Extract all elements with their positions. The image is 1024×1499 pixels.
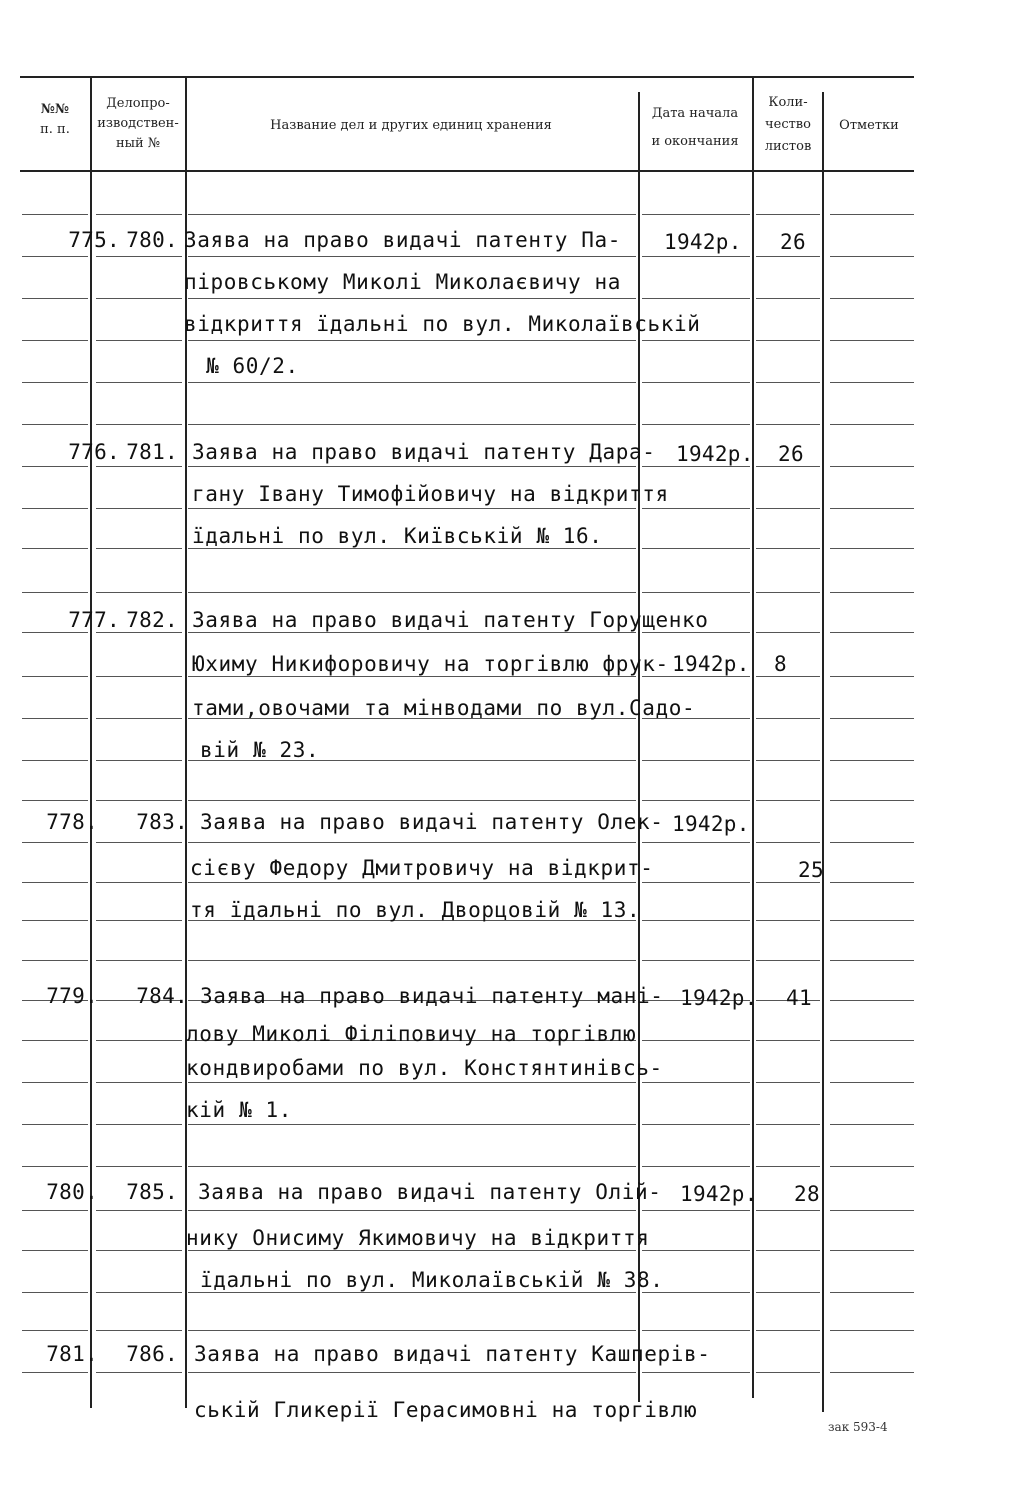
ruled-line	[642, 632, 750, 633]
ruled-line	[830, 1292, 914, 1293]
ruled-line	[188, 842, 636, 843]
ruled-line	[188, 508, 636, 509]
ruled-line	[830, 842, 914, 843]
ruled-line	[96, 548, 182, 549]
ruled-line	[96, 214, 182, 215]
ruled-line	[96, 1330, 182, 1331]
table-top-border	[20, 76, 914, 78]
ruled-line	[642, 214, 750, 215]
ruled-line	[22, 718, 88, 719]
ruled-line	[756, 1082, 820, 1083]
ruled-line	[756, 632, 820, 633]
ruled-line	[642, 340, 750, 341]
ruled-line	[830, 340, 914, 341]
ruled-line	[756, 1210, 820, 1211]
entry-title-line: гану Івану Тимофійовичу на відкриття	[192, 482, 669, 506]
ruled-line	[642, 1250, 750, 1251]
ruled-line	[756, 1292, 820, 1293]
ruled-line	[96, 1124, 182, 1125]
ruled-line	[756, 1166, 820, 1167]
ruled-line	[22, 592, 88, 593]
ruled-line	[188, 592, 636, 593]
ruled-line	[188, 256, 636, 257]
ruled-line	[96, 1250, 182, 1251]
ruled-line	[96, 424, 182, 425]
ruled-line	[830, 298, 914, 299]
ruled-line	[96, 920, 182, 921]
ruled-line	[22, 1330, 88, 1331]
ruled-line	[756, 382, 820, 383]
office-number: 782.	[126, 608, 178, 632]
ruled-line	[756, 1250, 820, 1251]
ruled-line	[188, 1250, 636, 1251]
ruled-line	[756, 424, 820, 425]
ruled-line	[642, 592, 750, 593]
ruled-line	[22, 298, 88, 299]
header-col-office	[92, 94, 184, 154]
header-bottom-border	[20, 170, 914, 172]
entry-title-line: їдальні по вул. Київській № 16.	[192, 524, 603, 548]
ruled-line	[96, 960, 182, 961]
ruled-line	[188, 424, 636, 425]
ruled-line	[188, 960, 636, 961]
entry-date: 1942р.	[672, 812, 750, 836]
ruled-line	[188, 298, 636, 299]
header-col-notes	[824, 116, 914, 136]
ruled-line	[22, 676, 88, 677]
ruled-line	[756, 508, 820, 509]
ruled-line	[22, 1124, 88, 1125]
ruled-line	[830, 920, 914, 921]
ruled-line	[96, 1292, 182, 1293]
entry-title-line: тя їдальні по вул. Дворцовій № 13.	[190, 898, 641, 922]
ruled-line	[642, 1210, 750, 1211]
ruled-line	[830, 882, 914, 883]
ruled-line	[22, 424, 88, 425]
ruled-line	[642, 508, 750, 509]
ruled-line	[96, 592, 182, 593]
entry-sheet-count: 8	[774, 652, 787, 676]
entry-number: 779.	[46, 984, 98, 1008]
office-number: 783.	[136, 810, 188, 834]
ruled-line	[22, 548, 88, 549]
entry-date: 1942р.	[680, 986, 758, 1010]
ruled-line	[830, 960, 914, 961]
ruled-line	[756, 548, 820, 549]
ruled-line	[22, 632, 88, 633]
ruled-line	[830, 1166, 914, 1167]
ruled-line	[188, 632, 636, 633]
ruled-line	[642, 298, 750, 299]
entry-number: 778.	[46, 810, 98, 834]
entry-sheet-count: 41	[786, 986, 812, 1010]
ruled-line	[188, 1124, 636, 1125]
ruled-line	[830, 424, 914, 425]
header-col-title-text: Название дел и других единиц хранения	[270, 118, 552, 133]
ruled-line	[830, 466, 914, 467]
header-col-dates	[640, 100, 750, 156]
ruled-line	[756, 882, 820, 883]
entry-title-line: їдальні по вул. Миколаївській № 38.	[200, 1268, 664, 1292]
ruled-line	[22, 960, 88, 961]
ruled-line	[830, 1000, 914, 1001]
ruled-line	[830, 214, 914, 215]
office-number: 780.	[126, 228, 178, 252]
ruled-line	[188, 800, 636, 801]
ruled-line	[830, 1124, 914, 1125]
ruled-line	[642, 382, 750, 383]
ruled-line	[830, 676, 914, 677]
office-number: 784.	[136, 984, 188, 1008]
ruled-line	[830, 800, 914, 801]
ruled-line	[22, 256, 88, 257]
office-number: 786.	[126, 1342, 178, 1366]
header-col-office-line1: Делопро-	[106, 96, 170, 111]
column-divider	[90, 78, 92, 1408]
ruled-line	[756, 1330, 820, 1331]
ruled-line	[188, 1372, 636, 1373]
office-number: 781.	[126, 440, 178, 464]
entry-title-line: Заява на право видачі патенту Горущенко	[192, 608, 709, 632]
entry-title-line: Заява на право видачі патенту Па-	[184, 228, 622, 252]
header-col-count-line1: Коли-	[768, 95, 808, 110]
ruled-line	[830, 632, 914, 633]
ruled-line	[830, 718, 914, 719]
entry-title-line: тами,овочами та мінводами по вул.Садо-	[192, 696, 696, 720]
ruled-line	[22, 1040, 88, 1041]
ruled-line	[22, 382, 88, 383]
ruled-line	[22, 1372, 88, 1373]
entry-title-line: сієву Федору Дмитровичу на відкрит-	[190, 856, 654, 880]
entry-date: 1942р.	[680, 1182, 758, 1206]
entry-number: 781.	[46, 1342, 98, 1366]
entry-title-line: ській Гликерії Герасимовні на торгівлю	[194, 1398, 698, 1422]
ruled-line	[642, 1292, 750, 1293]
entry-title-line: лову Миколі Філіповичу на торгівлю	[186, 1022, 637, 1046]
ruled-line	[188, 882, 636, 883]
ruled-line	[188, 340, 636, 341]
ruled-line	[188, 548, 636, 549]
header-col-dates-line2: и окончания	[651, 134, 739, 149]
ruled-line	[642, 1040, 750, 1041]
ruled-line	[22, 1082, 88, 1083]
ruled-line	[22, 466, 88, 467]
ruled-line	[756, 592, 820, 593]
entry-title-line: Заява на право видачі патенту Кашперів-	[194, 1342, 711, 1366]
entry-number: 780.	[46, 1180, 98, 1204]
entry-title-line: відкриття їдальні по вул. Миколаївській	[184, 312, 701, 336]
ruled-line	[96, 718, 182, 719]
ruled-line	[756, 842, 820, 843]
ruled-line	[756, 960, 820, 961]
header-col-count	[754, 92, 822, 158]
ruled-line	[96, 382, 182, 383]
ruled-line	[188, 1210, 636, 1211]
header-col-office-line2: изводствен-	[97, 116, 179, 131]
entry-sheet-count: 28	[794, 1182, 820, 1206]
ruled-line	[96, 632, 182, 633]
ruled-line	[756, 920, 820, 921]
ruled-line	[188, 676, 636, 677]
ruled-line	[22, 340, 88, 341]
ruled-line	[22, 842, 88, 843]
ruled-line	[96, 256, 182, 257]
header-col-count-line3: листов	[764, 139, 812, 154]
ruled-line	[96, 882, 182, 883]
column-divider	[638, 92, 640, 1402]
header-col-no	[22, 100, 88, 140]
entry-sheet-count: 25	[798, 858, 824, 882]
ruled-line	[22, 1292, 88, 1293]
ruled-line	[22, 800, 88, 801]
ruled-line	[188, 214, 636, 215]
ruled-line	[756, 256, 820, 257]
ruled-line	[642, 424, 750, 425]
ruled-line	[96, 298, 182, 299]
ruled-line	[188, 1082, 636, 1083]
ruled-line	[756, 466, 820, 467]
entry-title-line: № 60/2.	[206, 354, 299, 378]
ruled-line	[96, 1040, 182, 1041]
order-stamp: зак 593-4	[828, 1420, 888, 1434]
ruled-line	[96, 508, 182, 509]
ruled-line	[756, 1040, 820, 1041]
ruled-line	[830, 508, 914, 509]
ruled-line	[756, 298, 820, 299]
ruled-line	[22, 882, 88, 883]
ruled-line	[188, 1330, 636, 1331]
ruled-line	[642, 960, 750, 961]
entry-title-line: Заява на право видачі патенту Олій-	[198, 1180, 662, 1204]
ruled-line	[96, 1082, 182, 1083]
ruled-line	[188, 382, 636, 383]
ruled-line	[830, 1250, 914, 1251]
ruled-line	[96, 842, 182, 843]
column-divider	[822, 92, 824, 1412]
ruled-line	[642, 842, 750, 843]
ruled-line	[830, 1330, 914, 1331]
ruled-line	[642, 1330, 750, 1331]
ruled-line	[756, 214, 820, 215]
header-col-office-line3: ный №	[115, 136, 161, 151]
ruled-line	[642, 920, 750, 921]
entry-date: 1942р.	[672, 652, 750, 676]
ruled-line	[756, 1372, 820, 1373]
ruled-line	[642, 1124, 750, 1125]
header-col-count-line2: чество	[765, 117, 811, 132]
ruled-line	[830, 760, 914, 761]
entry-sheet-count: 26	[778, 442, 804, 466]
entry-title-line: кондвиробами по вул. Констянтинівсь-	[186, 1056, 663, 1080]
ruled-line	[642, 1082, 750, 1083]
header-col-no-line2: п. п.	[40, 122, 70, 137]
entry-date: 1942р.	[676, 442, 754, 466]
entry-title-line: нику Онисиму Якимовичу на відкриття	[186, 1226, 650, 1250]
ruled-line	[642, 256, 750, 257]
ruled-line	[830, 1372, 914, 1373]
ruled-line	[96, 760, 182, 761]
ruled-line	[830, 1040, 914, 1041]
ruled-line	[96, 800, 182, 801]
ruled-line	[642, 1372, 750, 1373]
header-col-title	[186, 116, 636, 136]
header-col-no-line1: №№	[40, 102, 70, 117]
ruled-line	[22, 1210, 88, 1211]
ruled-line	[756, 340, 820, 341]
ruled-line	[96, 466, 182, 467]
ruled-line	[830, 1210, 914, 1211]
ruled-line	[642, 760, 750, 761]
ruled-line	[642, 466, 750, 467]
ruled-line	[96, 340, 182, 341]
ruled-line	[830, 382, 914, 383]
entry-number: 777.	[68, 608, 120, 632]
entry-title-line: Заява на право видачі патенту Олек-	[200, 810, 664, 834]
entry-title-line: Заява на право видачі патенту Дара-	[192, 440, 656, 464]
office-number: 785.	[126, 1180, 178, 1204]
ruled-line	[22, 508, 88, 509]
ruled-line	[22, 214, 88, 215]
ruled-line	[756, 718, 820, 719]
ruled-line	[642, 676, 750, 677]
header-col-dates-line1: Дата начала	[651, 106, 739, 121]
ruled-line	[642, 1166, 750, 1167]
ruled-line	[830, 1082, 914, 1083]
ruled-line	[642, 800, 750, 801]
ruled-line	[830, 256, 914, 257]
ruled-line	[188, 1166, 636, 1167]
entry-title-line: Заява на право видачі патенту мані-	[200, 984, 664, 1008]
ruled-line	[22, 1166, 88, 1167]
ruled-line	[96, 1210, 182, 1211]
entry-date: 1942р.	[664, 230, 742, 254]
entry-sheet-count: 26	[780, 230, 806, 254]
ruled-line	[188, 466, 636, 467]
ruled-line	[642, 882, 750, 883]
ruled-line	[756, 800, 820, 801]
ruled-line	[756, 1124, 820, 1125]
ruled-line	[22, 760, 88, 761]
ruled-line	[22, 1250, 88, 1251]
ruled-line	[756, 676, 820, 677]
ruled-line	[642, 548, 750, 549]
ruled-line	[96, 676, 182, 677]
ruled-line	[830, 548, 914, 549]
entry-number: 775.	[68, 228, 120, 252]
ruled-line	[756, 760, 820, 761]
entry-number: 776.	[68, 440, 120, 464]
ruled-line	[96, 1166, 182, 1167]
entry-title-line: піровському Миколі Миколаєвичу на	[184, 270, 622, 294]
ruled-line	[22, 920, 88, 921]
ruled-line	[188, 1292, 636, 1293]
entry-title-line: вій № 23.	[200, 738, 320, 762]
ruled-line	[830, 592, 914, 593]
header-col-notes-text: Отметки	[839, 118, 899, 133]
entry-title-line: Юхиму Никифоровичу на торгівлю фрук-	[192, 652, 669, 676]
ruled-line	[96, 1372, 182, 1373]
entry-title-line: кій № 1.	[186, 1098, 292, 1122]
